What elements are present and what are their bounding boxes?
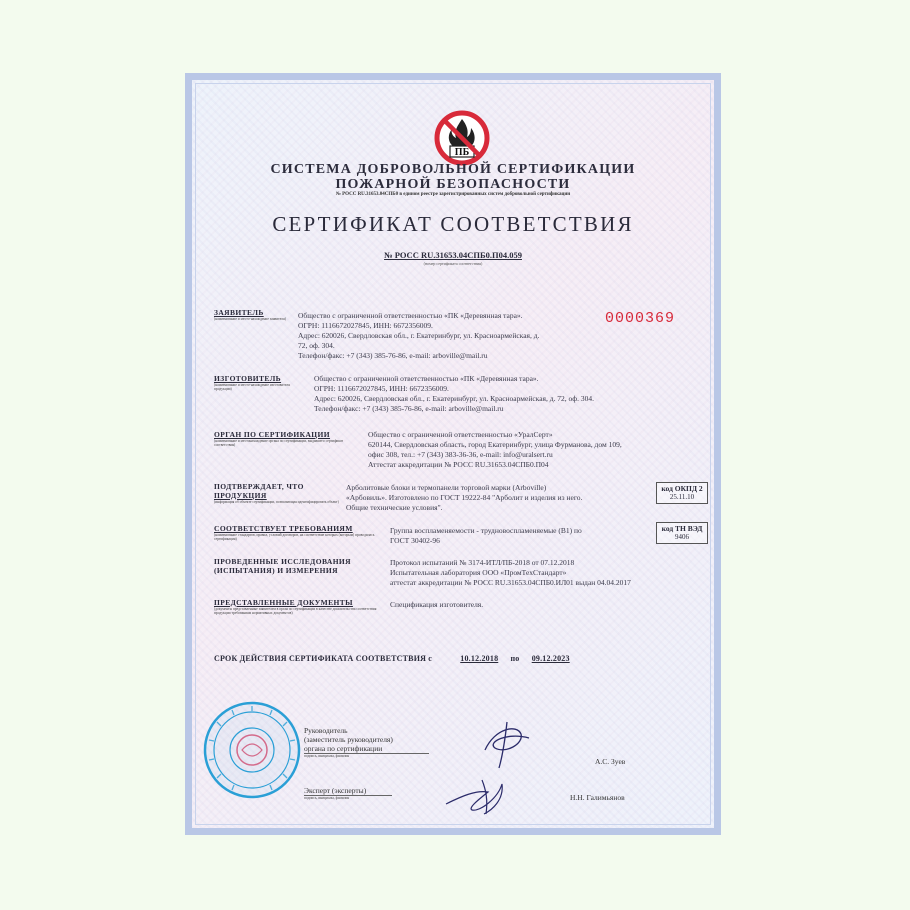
expert-signature-caption: подпись, инициалы, фамилия bbox=[304, 796, 350, 800]
tnved-value: 9406 bbox=[675, 533, 689, 541]
product-line: «Арбовиль». Изготовлено по ГОСТ 19222-84 "Арболит и изделия из него. bbox=[346, 493, 583, 502]
tnved-label: код ТН ВЭД bbox=[661, 524, 703, 533]
applicant-details bbox=[298, 311, 598, 361]
documents-caption: (документы представленные заявителем в орган по сертификации в качестве доказательства соответствия продукции требованиям нормативных документов) bbox=[214, 607, 377, 616]
expert-name: Н.Н. Галимьянов bbox=[570, 793, 625, 802]
applicant-line: 72, оф. 304. bbox=[298, 341, 335, 350]
requirements-label: СООТВЕТСТВУЕТ ТРЕБОВАНИЯМ bbox=[214, 524, 353, 533]
certification-body-line: офис 308, тел.: +7 (343) 383-36-36, e-mail: info@uralsert.ru bbox=[368, 450, 553, 459]
head-role-line1: Руководитель bbox=[304, 726, 348, 735]
product-label-line1: ПОДТВЕРЖДАЕТ, ЧТО bbox=[214, 482, 304, 491]
head-role-line3: органа по сертификации bbox=[304, 744, 429, 754]
manufacturer-line: ОГРН: 1116672027845, ИНН: 6672356009. bbox=[314, 384, 449, 393]
head-signature-icon bbox=[477, 720, 539, 770]
tests-label-block bbox=[214, 557, 389, 575]
certification-body-line: Общество с ограниченной ответственностью «УралСерт» bbox=[368, 430, 553, 439]
tests-line: Испытательная лаборатория ООО «ПромТехСтандарт» bbox=[390, 568, 567, 577]
applicant-label-block bbox=[214, 308, 294, 321]
system-title-line2: ПОЖАРНОЙ БЕЗОПАСНОСТИ bbox=[335, 177, 571, 192]
registry-note: № РОСС RU.31653.04СПБ0 в едином реестре зарегистрированных систем добровольной сертификации bbox=[335, 192, 571, 197]
applicant-caption: (наименование и место-нахождение заявителя) bbox=[214, 317, 286, 321]
product-line: Общие технические условия". bbox=[346, 503, 443, 512]
applicant-line: Телефон/факс: +7 (343) 385-76-86, e-mail: arboville@mail.ru bbox=[298, 351, 488, 360]
tests-line: Протокол испытаний № 3174-ИТЛ/ПБ-2018 от 07.12.2018 bbox=[390, 558, 575, 567]
manufacturer-line: Адрес: 620026, Свердловская обл., г. Екатеринбург, ул. Красноармейская, д. 72, оф. 304. bbox=[314, 394, 595, 403]
manufacturer-line: Общество с ограниченной ответственностью «ПК «Деревянная тара». bbox=[314, 374, 539, 383]
okpd-code-box bbox=[656, 482, 708, 504]
product-label-block bbox=[214, 482, 339, 504]
applicant-label: ЗАЯВИТЕЛЬ bbox=[214, 308, 264, 317]
certification-body-stamp-icon bbox=[202, 700, 302, 800]
product-line: Арболитовые блоки и термопанели торговой марки (Arboville) bbox=[346, 483, 547, 492]
tests-label-line2: (ИСПЫТАНИЯ) И ИЗМЕРЕНИЯ bbox=[214, 566, 338, 575]
certification-body-line: Аттестат аккредитации № РОСС RU.31653.04СПБ0.П04 bbox=[368, 460, 549, 469]
requirements-caption: (наименование стандартов, правил, условий договоров, на соответствие которых (которым) проводилась сертификация) bbox=[214, 533, 375, 542]
documents-label-block bbox=[214, 598, 389, 616]
expert-role: Эксперт (эксперты) bbox=[304, 786, 392, 796]
validity-label: СРОК ДЕЙСТВИЯ СЕРТИФИКАТА СООТВЕТСТВИЯ с bbox=[214, 654, 433, 663]
validity-to: 09.12.2023 bbox=[531, 654, 570, 663]
product-details bbox=[346, 483, 646, 513]
manufacturer-line: Телефон/факс: +7 (343) 385-76-86, e-mail: arboville@mail.ru bbox=[314, 404, 504, 413]
head-role-line2: (заместитель руководителя) bbox=[304, 735, 393, 744]
tests-details bbox=[390, 558, 710, 588]
product-label-line2: ПРОДУКЦИЯ bbox=[214, 491, 267, 500]
tests-label-line1: ПРОВЕДЕННЫЕ ИССЛЕДОВАНИЯ bbox=[214, 557, 351, 566]
validity-row bbox=[214, 654, 714, 663]
certificate-number: № РОСС RU.31653.04СПБ0.П04.059 bbox=[384, 250, 522, 260]
head-signature-caption: подпись, инициалы, фамилия bbox=[304, 754, 350, 758]
head-name: А.С. Зуев bbox=[595, 757, 626, 766]
tnved-code-box bbox=[656, 522, 708, 544]
applicant-line: Адрес: 620026, Свердловская обл., г. Екатеринбург, ул. Красноармейская, д. bbox=[298, 331, 540, 340]
okpd-value: 25.11.10 bbox=[669, 493, 695, 501]
requirements-details bbox=[390, 526, 650, 546]
product-caption: (информация об объекте сертификации, позволяющая идентифицировать объект) bbox=[214, 500, 339, 504]
certification-body-caption: (наименование и местонахождение органа по сертификации, выдавшего сертификат соответствия) bbox=[214, 439, 344, 448]
certificate-title: СЕРТИФИКАТ СООТВЕТСТВИЯ bbox=[272, 212, 634, 236]
emblem-label: ПБ bbox=[454, 147, 470, 158]
expert-signature-icon bbox=[442, 770, 522, 816]
certification-body-label-block bbox=[214, 430, 359, 448]
manufacturer-details bbox=[314, 374, 684, 414]
documents-text: Спецификация изготовителя. bbox=[390, 600, 484, 609]
validity-from: 10.12.2018 bbox=[460, 654, 499, 663]
requirements-label-block bbox=[214, 524, 389, 542]
tests-line: аттестат аккредитации № РОСС RU.31653.04СПБ0.ИЛ01 выдан 04.04.2017 bbox=[390, 578, 631, 587]
certification-body-details bbox=[368, 430, 698, 470]
requirements-line: ГОСТ 30402-96 bbox=[390, 536, 440, 545]
okpd-label: код ОКПД 2 bbox=[661, 484, 703, 493]
certificate-number-caption: (номер сертификата соответствия) bbox=[423, 261, 483, 266]
requirements-line: Группа воспламеняемости - трудновоспламеняемые (В1) по bbox=[390, 526, 582, 535]
certification-body-label: ОРГАН ПО СЕРТИФИКАЦИИ bbox=[214, 430, 330, 439]
validity-to-word: по bbox=[510, 654, 520, 663]
system-title-line1: СИСТЕМА ДОБРОВОЛЬНОЙ СЕРТИФИКАЦИИ bbox=[270, 162, 636, 177]
manufacturer-caption: (наименование и место-нахождение изготовителя продукции) bbox=[214, 383, 290, 392]
head-role-block bbox=[304, 726, 429, 758]
applicant-line: Общество с ограниченной ответственностью «ПК «Деревянная тара». bbox=[298, 311, 523, 320]
expert-role-block bbox=[304, 786, 392, 800]
documents-label: ПРЕДСТАВЛЕННЫЕ ДОКУМЕНТЫ bbox=[214, 598, 353, 607]
applicant-line: ОГРН: 1116672027845, ИНН: 6672356009. bbox=[298, 321, 433, 330]
certification-body-line: 620144, Свердловская область, город Екатеринбург, улица Фурманова, дом 109, bbox=[368, 440, 622, 449]
fire-safety-emblem-icon bbox=[434, 110, 490, 166]
manufacturer-label-block bbox=[214, 374, 296, 392]
certificate-sheet bbox=[185, 73, 721, 835]
manufacturer-label: ИЗГОТОВИТЕЛЬ bbox=[214, 374, 282, 383]
serial-number: 0000369 bbox=[605, 310, 676, 327]
